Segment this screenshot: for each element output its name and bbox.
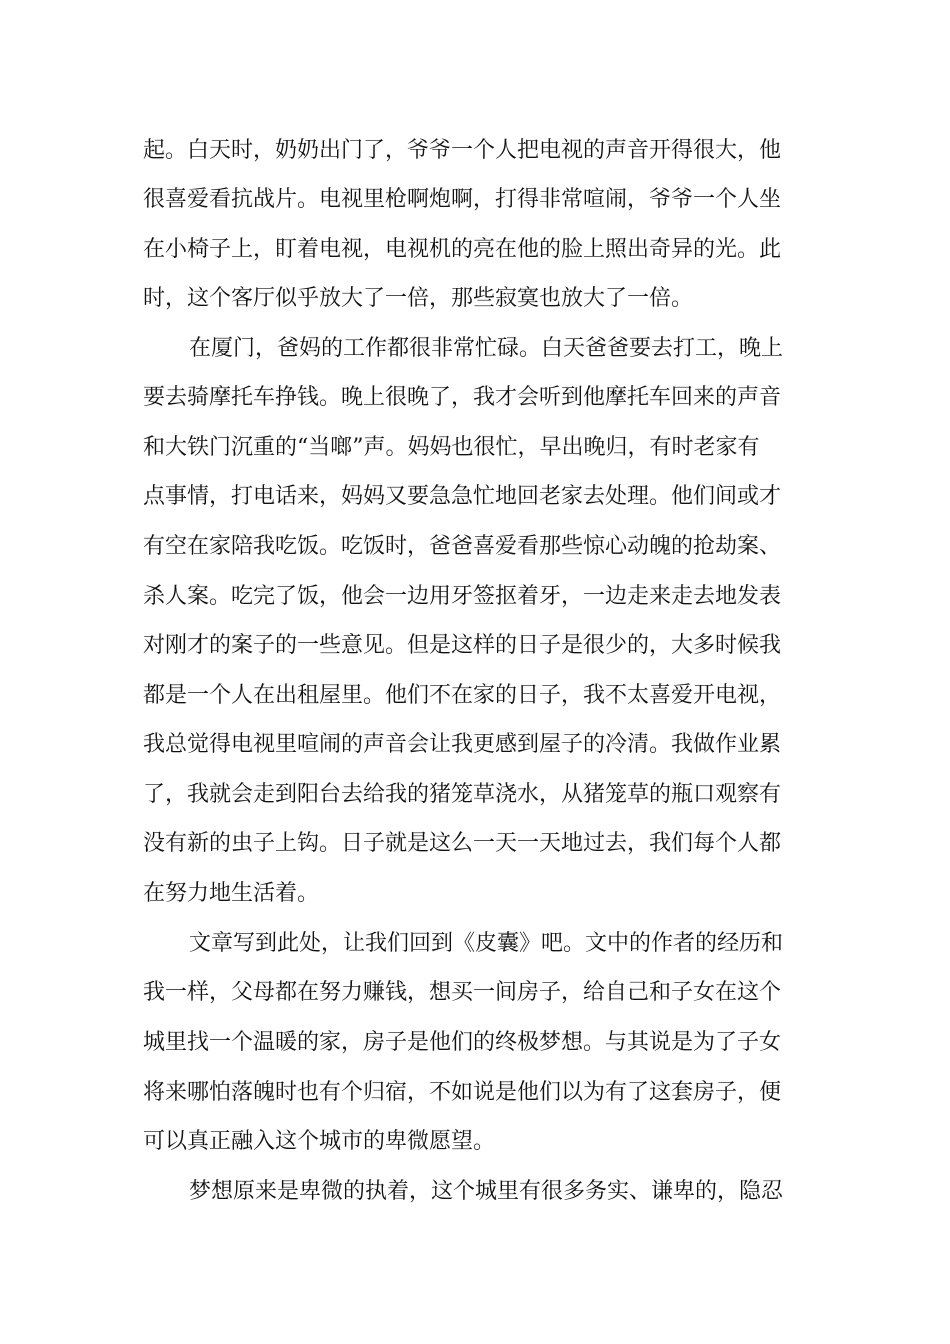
text-line: 杀人案。吃完了饭，他会一边用牙签抠着牙，一边走来走去地发表 <box>143 584 782 609</box>
text-line: 点事情，打电话来，妈妈又要急急忙地回老家去处理。他们间或才 <box>143 484 782 509</box>
paragraph-first-line: 文章写到此处，让我们回到《皮囊》吧。文中的作者的经历和 <box>189 931 784 956</box>
text-line: 有空在家陪我吃饭。吃饭时，爸爸喜爱看那些惊心动魄的抢劫案、 <box>143 534 782 559</box>
text-line: 在努力地生活着。 <box>143 881 320 906</box>
text-line: 了，我就会走到阳台去给我的猪笼草浇水，从猪笼草的瓶口观察有 <box>143 782 782 807</box>
text-line: 起。白天时，奶奶出门了，爷爷一个人把电视的声音开得很大，他 <box>143 138 782 163</box>
text-line: 将来哪怕落魄时也有个归宿，不如说是他们以为有了这套房子，便 <box>143 1080 782 1105</box>
paragraph-first-line: 梦想原来是卑微的执着，这个城里有很多务实、谦卑的，隐忍 <box>189 1179 784 1204</box>
text-line: 对刚才的案子的一些意见。但是这样的日子是很少的，大多时候我 <box>143 633 782 658</box>
text-line: 很喜爱看抗战片。电视里枪啊炮啊，打得非常喧闹，爷爷一个人坐 <box>143 187 782 212</box>
paragraph-first-line: 在厦门，爸妈的工作都很非常忙碌。白天爸爸要去打工，晚上 <box>189 336 784 361</box>
text-line: 都是一个人在出租屋里。他们不在家的日子，我不太喜爱开电视， <box>143 683 782 708</box>
text-line: 和大铁门沉重的“当啷”声。妈妈也很忙，早出晚归，有时老家有 <box>143 435 760 460</box>
text-line: 没有新的虫子上钩。日子就是这么一天一天地过去，我们每个人都 <box>143 831 782 856</box>
text-line: 要去骑摩托车挣钱。晚上很晚了，我才会听到他摩托车回来的声音 <box>143 385 782 410</box>
text-line: 时，这个客厅似乎放大了一倍，那些寂寞也放大了一倍。 <box>143 286 694 311</box>
text-line: 我总觉得电视里喧闹的声音会让我更感到屋子的冷清。我做作业累 <box>143 732 782 757</box>
text-line: 在小椅子上，盯着电视，电视机的亮在他的脸上照出奇异的光。此 <box>143 237 782 262</box>
text-line: 可以真正融入这个城市的卑微愿望。 <box>143 1129 496 1154</box>
text-line: 我一样，父母都在努力赚钱，想买一间房子，给自己和子女在这个 <box>143 980 782 1005</box>
text-line: 城里找一个温暖的家，房子是他们的终极梦想。与其说是为了子女 <box>143 1030 782 1055</box>
